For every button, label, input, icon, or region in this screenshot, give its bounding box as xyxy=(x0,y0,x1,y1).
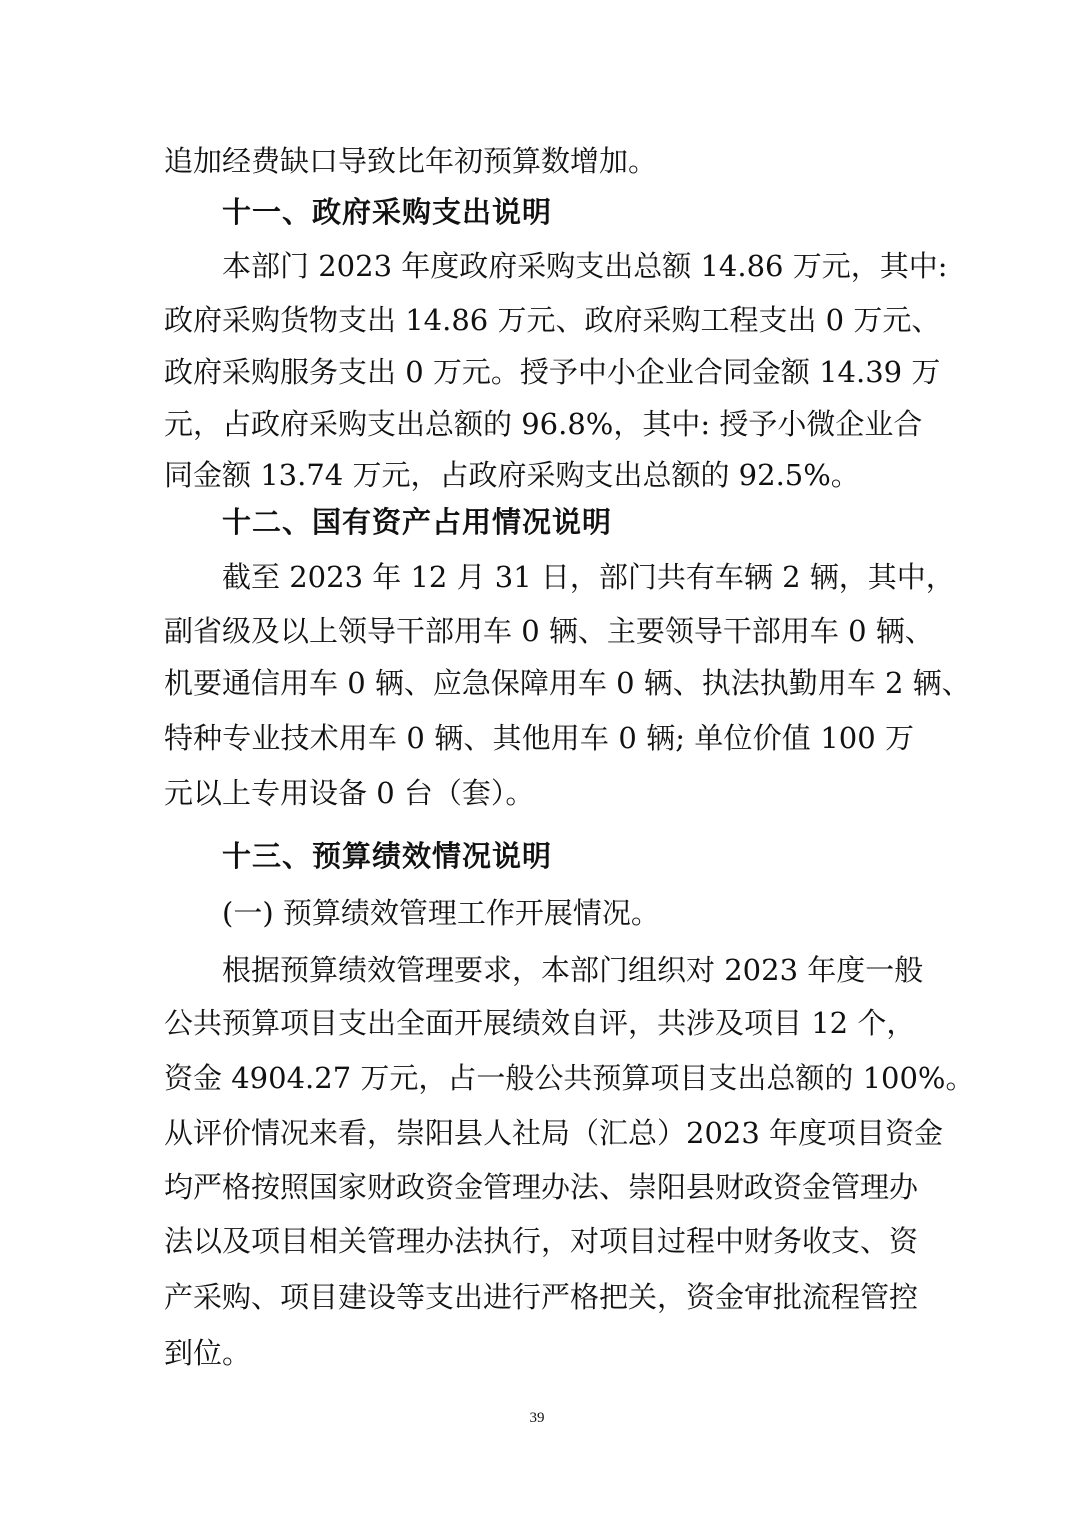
paragraph-line: 特种专业技术用车 0 辆、其他用车 0 辆; 单位价值 100 万 xyxy=(164,721,914,755)
paragraph-line: 公共预算项目支出全面开展绩效自评，共涉及项目 12 个， xyxy=(164,1006,916,1040)
subsection-heading: (一) 预算绩效管理工作开展情况。 xyxy=(222,896,660,930)
paragraph-line: 截至 2023 年 12 月 31 日，部门共有车辆 2 辆，其中， xyxy=(222,560,955,594)
section-heading-13: 十三、预算绩效情况说明 xyxy=(222,839,553,873)
paragraph-line: 均严格按照国家财政资金管理办法、崇阳县财政资金管理办 xyxy=(164,1170,919,1204)
paragraph-line: 政府采购服务支出 0 万元。授予中小企业合同金额 14.39 万 xyxy=(164,355,941,389)
paragraph-line: 追加经费缺口导致比年初预算数增加。 xyxy=(164,144,658,178)
paragraph-line: 本部门 2023 年度政府采购支出总额 14.86 万元，其中: xyxy=(222,249,948,283)
paragraph-line: 法以及项目相关管理办法执行，对项目过程中财务收支、资 xyxy=(164,1224,919,1258)
paragraph-line: 机要通信用车 0 辆、应急保障用车 0 辆、执法执勤用车 2 辆、 xyxy=(164,666,971,700)
section-heading-11: 十一、政府采购支出说明 xyxy=(222,195,553,229)
paragraph-line: 副省级及以上领导干部用车 0 辆、主要领导干部用车 0 辆、 xyxy=(164,614,934,648)
paragraph-line: 从评价情况来看，崇阳县人社局（汇总）2023 年度项目资金 xyxy=(164,1116,944,1150)
page-number: 39 xyxy=(529,1410,545,1426)
paragraph-line: 资金 4904.27 万元，占一般公共预算项目支出总额的 100%。 xyxy=(164,1061,975,1095)
paragraph-line: 产采购、项目建设等支出进行严格把关，资金审批流程管控 xyxy=(164,1280,919,1314)
paragraph-line: 同金额 13.74 万元，占政府采购支出总额的 92.5%。 xyxy=(164,458,860,492)
paragraph-line: 元，占政府采购支出总额的 96.8%，其中: 授予小微企业合 xyxy=(164,407,923,441)
paragraph-line: 元以上专用设备 0 台（套）。 xyxy=(164,776,535,810)
paragraph-line: 政府采购货物支出 14.86 万元、政府采购工程支出 0 万元、 xyxy=(164,303,941,337)
section-heading-12: 十二、国有资产占用情况说明 xyxy=(222,505,613,539)
paragraph-line: 到位。 xyxy=(164,1336,252,1370)
paragraph-line: 根据预算绩效管理要求，本部门组织对 2023 年度一般 xyxy=(222,953,924,987)
